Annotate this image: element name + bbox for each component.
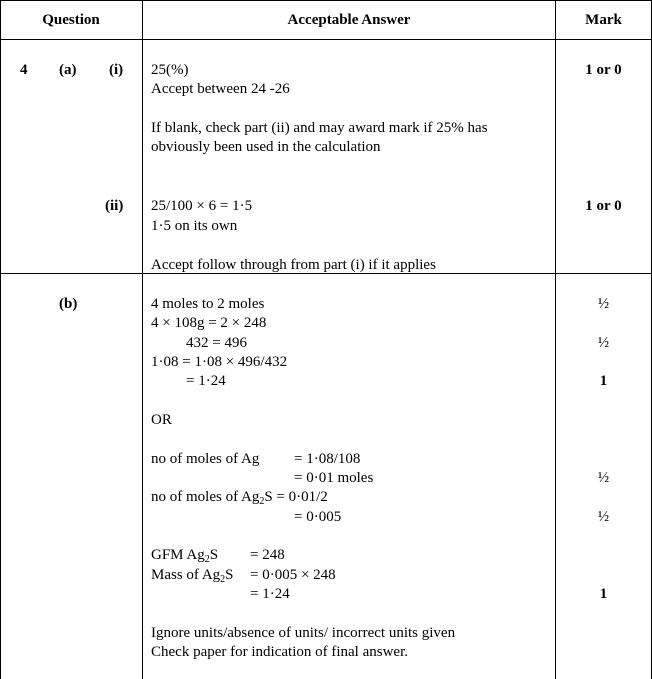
header-question: Question xyxy=(42,12,100,28)
answer-text: 432 = 496 xyxy=(186,335,247,351)
answer-text: GFM $Ag_2S$ xyxy=(151,547,219,565)
mark-b: ½ xyxy=(597,509,610,525)
answer-text: OR xyxy=(151,412,172,428)
sub-ii-label: (ii) xyxy=(105,198,124,214)
mark-a-ii: 1 or 0 xyxy=(585,198,622,214)
answer-text: obviously been used in the calculation xyxy=(151,139,381,155)
answer-text: 4 moles to 2 moles xyxy=(151,296,265,312)
answer-text: Accept between 24 -26 xyxy=(151,81,290,97)
header-mark: Mark xyxy=(585,12,622,28)
mark-b: 1 xyxy=(599,373,608,389)
mark-b: ½ xyxy=(597,470,610,486)
sub-i-label: (i) xyxy=(109,62,124,78)
header-acceptable-answer: Acceptable Answer xyxy=(287,12,411,28)
answer-text: Mass of $Ag_2S$ xyxy=(151,567,234,585)
answer-text: 1·08 = 1·08 × 496/432 xyxy=(151,354,288,370)
answer-text: = 1·08/108 xyxy=(294,451,361,467)
answer-text: = 0·005 xyxy=(294,509,342,525)
answer-text: = 0·005 × 248 xyxy=(250,567,336,583)
mark-b: 1 xyxy=(599,586,608,602)
answer-text: 25/100 × 6 = 1·5 xyxy=(151,198,253,214)
answer-text: Check paper for indication of final answer. xyxy=(151,644,408,660)
left-border xyxy=(0,0,1,679)
column-divider-1 xyxy=(142,0,143,679)
mark-a-i: 1 or 0 xyxy=(585,62,622,78)
mark-b: ½ xyxy=(597,335,610,351)
answer-text: 25(%) xyxy=(151,62,189,78)
answer-text: no of moles of Ag xyxy=(151,451,260,467)
answer-text: = 0·01 moles xyxy=(294,470,374,486)
part-b-label: (b) xyxy=(59,296,78,312)
mark-b: ½ xyxy=(597,296,610,312)
answer-text: = 1·24 xyxy=(186,373,226,389)
part-a-label: (a) xyxy=(59,62,77,78)
answer-text: = 248 xyxy=(250,547,285,563)
answer-text: 4 × 108g = 2 × 248 xyxy=(151,315,267,331)
answer-text: Ignore units/absence of units/ incorrect units given xyxy=(151,625,456,641)
answer-text: no of moles of $Ag_2S = 0\cdot 01/2$ xyxy=(151,489,328,507)
answer-text: If blank, check part (ii) and may award mark if 25% has xyxy=(151,120,488,136)
answer-text: 1·5 on its own xyxy=(151,218,238,234)
question-number: 4 xyxy=(20,62,28,78)
answer-text: Accept follow through from part (i) if it applies xyxy=(151,257,436,273)
answer-text: = 1·24 xyxy=(250,586,290,602)
